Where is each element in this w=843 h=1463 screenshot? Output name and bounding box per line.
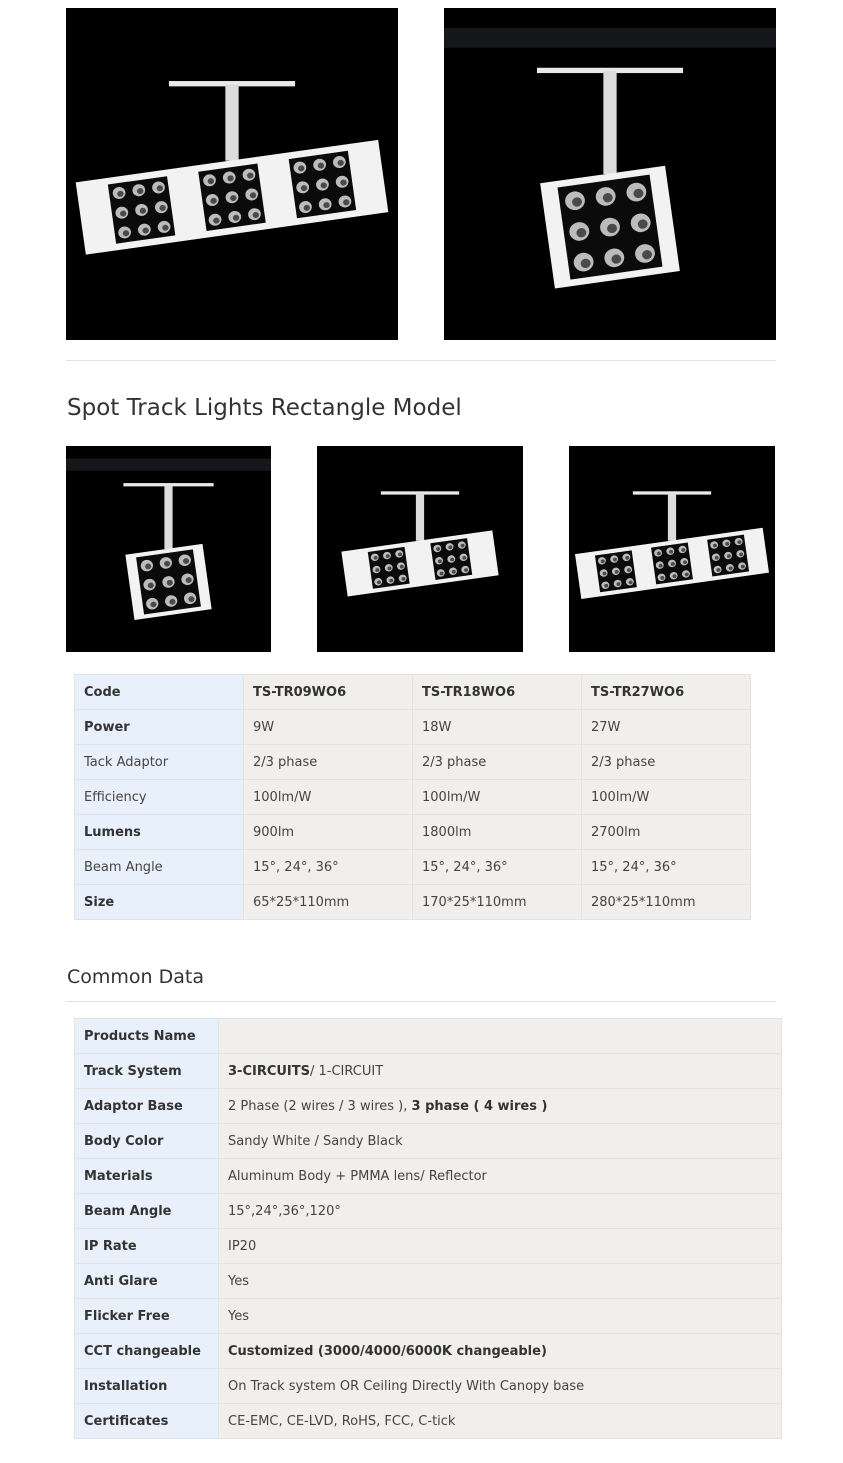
spec-label: Code (75, 675, 244, 710)
common-row (75, 1334, 782, 1369)
track-light-illustration (444, 8, 776, 340)
spec-value: TS-TR18WO6 (413, 675, 582, 710)
common-label: Flicker Free (75, 1299, 219, 1334)
product-photo-9-lens (444, 8, 776, 340)
spec-value: 15°, 24°, 36° (244, 850, 413, 885)
common-value-text: 15°,24°,36°,120° (228, 1203, 341, 1219)
spec-value: 1800lm (413, 815, 582, 850)
track-light-illustration (317, 446, 523, 652)
product-photo-27-lens (66, 8, 398, 340)
divider (66, 360, 776, 361)
spec-value: 100lm/W (582, 780, 751, 815)
common-row (75, 1054, 782, 1089)
common-value (219, 1334, 782, 1369)
common-label: IP Rate (75, 1229, 219, 1264)
common-label: CCT changeable (75, 1334, 219, 1369)
common-row (75, 1019, 782, 1054)
common-value (219, 1299, 782, 1334)
track-light-illustration (66, 446, 271, 652)
common-value (219, 1404, 782, 1439)
common-value (219, 1124, 782, 1159)
common-row (75, 1159, 782, 1194)
common-label: Track System (75, 1054, 219, 1089)
common-label: Installation (75, 1369, 219, 1404)
common-value-text: Sandy White / Sandy Black (228, 1133, 403, 1149)
spec-value: TS-TR27WO6 (582, 675, 751, 710)
spec-value: 100lm/W (413, 780, 582, 815)
common-row (75, 1404, 782, 1439)
common-row (75, 1369, 782, 1404)
common-value-text: / 1-CIRCUIT (310, 1063, 384, 1079)
common-value-text: 3 phase ( 4 wires ) (411, 1098, 548, 1114)
spec-value: 2/3 phase (413, 745, 582, 780)
spec-value: 65*25*110mm (244, 885, 413, 920)
common-label: Adaptor Base (75, 1089, 219, 1124)
spec-value: 170*25*110mm (413, 885, 582, 920)
common-value-text: Yes (228, 1308, 249, 1324)
common-value (219, 1264, 782, 1299)
common-value-text: CE-EMC, CE-LVD, RoHS, FCC, C-tick (228, 1413, 456, 1429)
common-row (75, 1089, 782, 1124)
spec-label: Efficiency (75, 780, 244, 815)
spec-label: Power (75, 710, 244, 745)
common-row (75, 1124, 782, 1159)
spec-value: 9W (244, 710, 413, 745)
common-row (75, 1229, 782, 1264)
section-title-common-data: Common Data (67, 966, 204, 988)
spec-label: Size (75, 885, 244, 920)
common-value (219, 1089, 782, 1124)
spec-label: Lumens (75, 815, 244, 850)
spec-value: 18W (413, 710, 582, 745)
common-label: Beam Angle (75, 1194, 219, 1229)
common-label: Products Name (75, 1019, 219, 1054)
spec-value: 15°, 24°, 36° (582, 850, 751, 885)
common-value (219, 1054, 782, 1089)
spec-row (75, 815, 751, 850)
spec-value: 2700lm (582, 815, 751, 850)
common-label: Body Color (75, 1124, 219, 1159)
common-value-text: On Track system OR Ceiling Directly With Canopy base (228, 1378, 585, 1394)
common-label: Certificates (75, 1404, 219, 1439)
common-data-table (74, 1018, 782, 1439)
spec-row (75, 885, 751, 920)
track-light-illustration (66, 8, 398, 340)
spec-value: 2/3 phase (582, 745, 751, 780)
common-value-text: Aluminum Body + PMMA lens/ Reflector (228, 1168, 487, 1184)
common-value-text: IP20 (228, 1238, 257, 1254)
spec-label: Beam Angle (75, 850, 244, 885)
spec-value: TS-TR09WO6 (244, 675, 413, 710)
spec-row (75, 710, 751, 745)
common-value (219, 1159, 782, 1194)
common-value-text: 2 Phase (2 wires / 3 wires ), (228, 1098, 412, 1114)
common-value-text: Yes (228, 1273, 249, 1289)
common-value (219, 1369, 782, 1404)
common-value-text: Customized (3000/4000/6000K changeable) (228, 1343, 547, 1359)
spec-value: 280*25*110mm (582, 885, 751, 920)
common-value (219, 1194, 782, 1229)
spec-label: Tack Adaptor (75, 745, 244, 780)
spec-row (75, 850, 751, 885)
model-photo-18w (317, 446, 523, 652)
spec-value: 2/3 phase (244, 745, 413, 780)
section-title-rectangle-model: Spot Track Lights Rectangle Model (67, 395, 462, 421)
spec-row (75, 745, 751, 780)
model-photo-27w (569, 446, 775, 652)
divider (66, 1001, 776, 1002)
common-label: Materials (75, 1159, 219, 1194)
track-light-illustration (569, 446, 775, 652)
spec-value: 15°, 24°, 36° (413, 850, 582, 885)
common-value (219, 1229, 782, 1264)
spec-row (75, 675, 751, 710)
spec-value: 27W (582, 710, 751, 745)
common-value (219, 1019, 782, 1054)
model-photo-9w (66, 446, 271, 652)
common-label: Anti Glare (75, 1264, 219, 1299)
model-spec-table (74, 674, 751, 920)
spec-value: 900lm (244, 815, 413, 850)
common-row (75, 1299, 782, 1334)
common-value-text: 3-CIRCUITS (228, 1063, 310, 1079)
common-row (75, 1194, 782, 1229)
common-row (75, 1264, 782, 1299)
spec-value: 100lm/W (244, 780, 413, 815)
spec-row (75, 780, 751, 815)
